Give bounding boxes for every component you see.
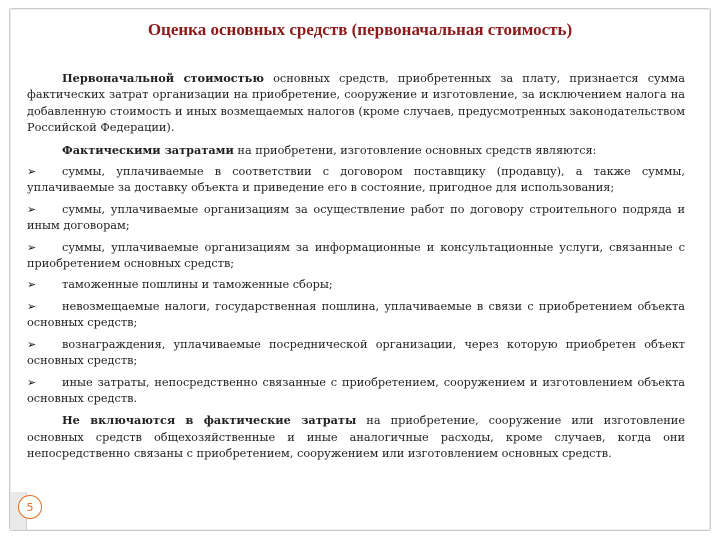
paragraph-actual-costs — [27, 142, 685, 159]
list-item — [27, 375, 685, 408]
term-actual-costs: Фактическими затратами — [62, 142, 234, 157]
term-excluded-costs: Не включаются в фактические затраты — [62, 413, 357, 428]
paragraph-initial-cost-text: основных средств, приобретенных за плату, признается сумма фактических затрат организации на приобретение, сооружение и изготовление, за исключением налога на добавленную стоимость и иных возмещаемых налогов (кроме случаев, предусмотренных законодательством Российской Федерации). — [27, 72, 685, 135]
list-item — [27, 202, 685, 235]
list-item-text: суммы, уплачиваемые организациям за информационные и консультационные услуги, связанные с приобретением основных средств; — [27, 240, 685, 271]
arrowhead-bullet-icon: ➢ — [27, 202, 37, 216]
list-item — [27, 277, 685, 293]
list-item-text: вознаграждения, уплачиваемые посреднической организации, через которую приобретен объект основных средств; — [27, 337, 685, 368]
arrowhead-bullet-icon: ➢ — [27, 337, 37, 351]
list-item-text: суммы, уплачиваемые в соответствии с договором поставщику (продавцу), а также суммы, уплачиваемые за доставку объекта и приведение его в состояние, пригодное для использования; — [27, 165, 685, 195]
slide-content — [27, 70, 685, 468]
arrowhead-bullet-icon: ➢ — [27, 278, 37, 292]
list-item-text: суммы, уплачиваемые организациям за осуществление работ по договору строительного подряда и иным договорам; — [27, 202, 685, 233]
arrowhead-bullet-icon: ➢ — [27, 240, 37, 254]
paragraph-excluded-costs — [27, 412, 685, 462]
term-initial-cost: Первоначальной стоимостью — [62, 71, 264, 85]
arrowhead-bullet-icon: ➢ — [27, 165, 37, 179]
paragraph-actual-costs-text: на приобретени, изготовление основных средств являются: — [233, 143, 597, 157]
list-item-text: невозмещаемые налоги, государственная пошлина, уплачиваемые в связи с приобретением объекта основных средств; — [27, 299, 685, 330]
list-item — [27, 337, 685, 370]
list-item — [27, 240, 685, 273]
list-item-text: таможенные пошлины и таможенные сборы; — [62, 278, 333, 292]
paragraph-excluded-costs-text: на приобретение, сооружение или изготовление основных средств общехозяйственные и иные аналогичные расходы, кроме случаев, когда они непосредственно связаны с приобретением, сооружением или изготовлением основных средств. — [27, 414, 686, 461]
list-item-text: иные затраты, непосредственно связанные с приобретением, сооружением и изготовлением объекта основных средств. — [27, 375, 685, 405]
paragraph-initial-cost — [27, 70, 685, 137]
arrowhead-bullet-icon: ➢ — [27, 299, 37, 313]
list-item — [27, 299, 685, 332]
list-item — [27, 164, 685, 197]
page-number-badge: 5 — [18, 495, 42, 519]
arrowhead-bullet-icon: ➢ — [27, 375, 37, 389]
slide-title: Оценка основных средств (первоначальная стоимость) — [147, 20, 573, 39]
